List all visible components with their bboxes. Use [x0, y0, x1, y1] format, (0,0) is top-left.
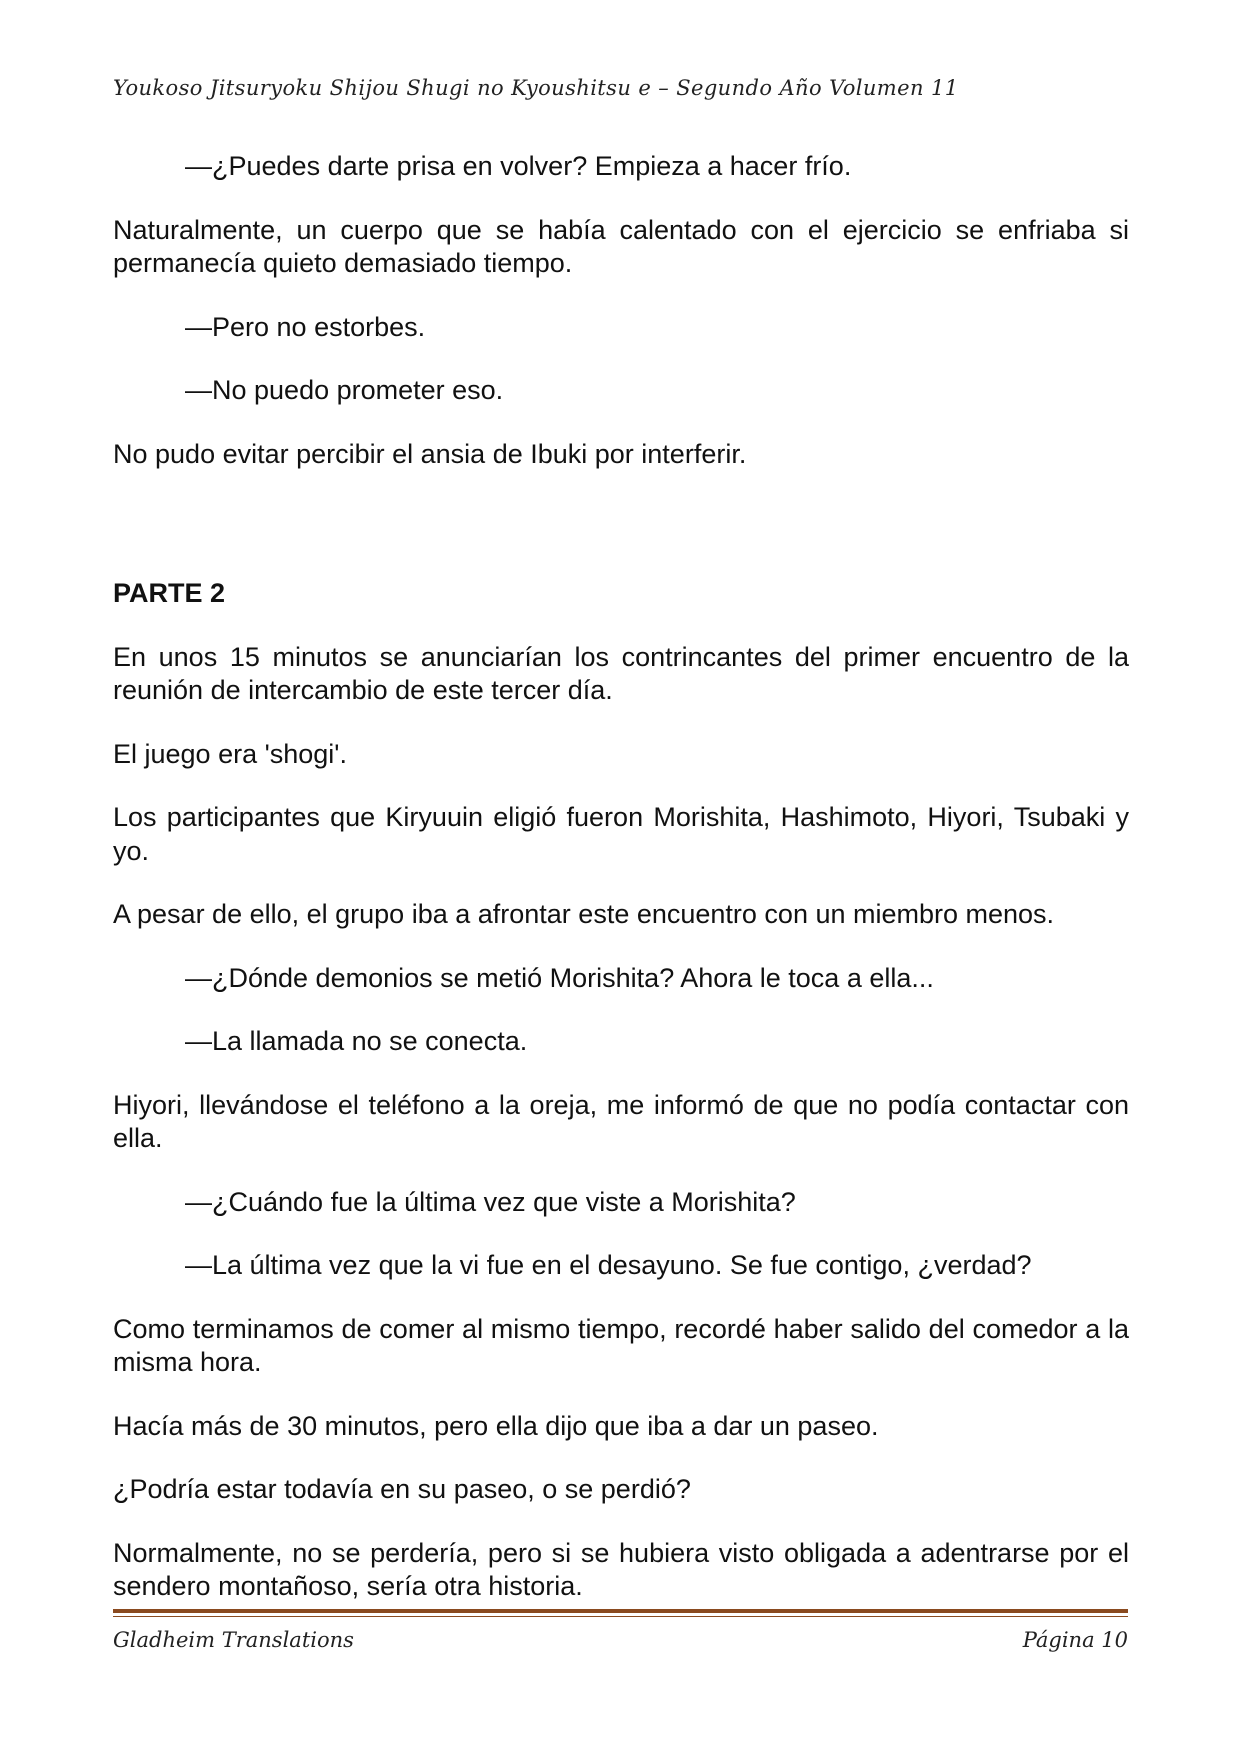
- paragraph: A pesar de ello, el grupo iba a afrontar este encuentro con un miembro menos.: [113, 899, 1055, 929]
- dialogue-line: —¿Dónde demonios se metió Morishita? Ahora le toca a ella...: [185, 962, 934, 993]
- dialogue-line: —La última vez que la vi fue en el desayuno. Se fue contigo, ¿verdad?: [185, 1250, 1032, 1280]
- dialogue-line: —¿Puedes darte prisa en volver? Empieza a hacer frío.: [185, 151, 852, 181]
- footer-rule-thick: [113, 1609, 1128, 1613]
- dialogue-line: —La llamada no se conecta.: [185, 1026, 528, 1056]
- paragraph: ¿Podría estar todavía en su paseo, o se perdió?: [113, 1474, 691, 1504]
- page-number: Página 10: [1022, 1628, 1128, 1652]
- paragraph: Como terminamos de comer al mismo tiempo, recordé haber salido del comedor a la misma hora.: [113, 1313, 1129, 1377]
- page-footer: [113, 1628, 1128, 1652]
- paragraph: En unos 15 minutos se anunciarían los contrincantes del primer encuentro de la reunión de intercambio de este tercer día.: [113, 641, 1129, 705]
- paragraph: Naturalmente, un cuerpo que se había calentado con el ejercicio se enfriaba si permanecía quieto demasiado tiempo.: [113, 214, 1129, 278]
- footer-credit: Gladheim Translations: [113, 1628, 354, 1652]
- paragraph: Hiyori, llevándose el teléfono a la oreja, me informó de que no podía contactar con ella.: [113, 1089, 1129, 1153]
- paragraph: No pudo evitar percibir el ansia de Ibuki por interferir.: [113, 438, 747, 469]
- paragraph: El juego era 'shogi'.: [113, 738, 347, 769]
- dialogue-line: —¿Cuándo fue la última vez que viste a Morishita?: [185, 1186, 796, 1217]
- paragraph: Los participantes que Kiryuuin eligió fueron Morishita, Hashimoto, Hiyori, Tsubaki y yo.: [113, 802, 1129, 866]
- dialogue-line: —No puedo prometer eso.: [185, 375, 504, 405]
- footer-rule-thin: [113, 1616, 1128, 1617]
- section-heading: PARTE 2: [113, 578, 226, 608]
- paragraph: Hacía más de 30 minutos, pero ella dijo que iba a dar un paseo.: [113, 1410, 879, 1441]
- page-body: [113, 150, 1129, 1634]
- running-header: Youkoso Jitsuryoku Shijou Shugi no Kyoushitsu e – Segundo Año Volumen 11: [113, 76, 959, 100]
- dialogue-line: —Pero no estorbes.: [185, 311, 426, 342]
- paragraph: Normalmente, no se perdería, pero si se hubiera visto obligada a adentrarse por el sendero montañoso, sería otra historia.: [113, 1537, 1129, 1601]
